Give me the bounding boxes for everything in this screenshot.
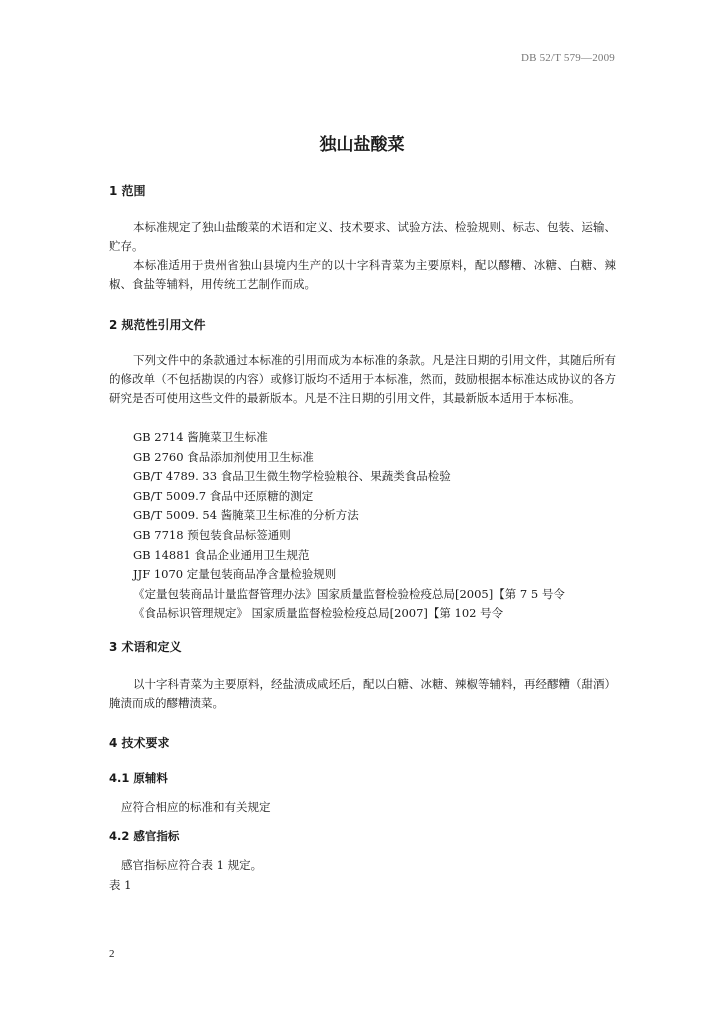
section-1-paragraph-1: 本标准规定了独山盐酸菜的术语和定义、技术要求、试验方法、检验规则、标志、包装、运输、贮存。 (109, 220, 616, 253)
section-3-heading: 3 术语和定义 (109, 640, 182, 654)
section-4-2-heading: 4.2 感官指标 (109, 829, 180, 843)
section-1-paragraph-2: 本标准适用于贵州省独山县境内生产的以十字科青菜为主要原料，配以醪糟、冰糖、白糖、辣椒、食盐等辅料，用传统工艺制作而成。 (109, 258, 616, 291)
section-3-paragraph: 以十字科青菜为主要原料，经盐渍成咸坯后，配以白糖、冰糖、辣椒等辅料，再经醪糟（甜酒）腌渍而成的醪糟渍菜。 (109, 677, 616, 710)
reference-item: GB 2760 食品添加剂使用卫生标准 (133, 449, 314, 464)
document-code: DB 52/T 579—2009 (520, 52, 615, 64)
section-2-heading: 2 规范性引用文件 (109, 318, 206, 332)
reference-item: GB 7718 预包装食品标签通则 (133, 527, 291, 542)
section-4-2-text: 感官指标应符合表 1 规定。 (121, 858, 263, 872)
page-number: 2 (109, 948, 115, 960)
reference-item: GB/T 5009.7 食品中还原糖的测定 (133, 488, 314, 503)
reference-item: GB/T 4789. 33 食品卫生微生物学检验粮谷、果蔬类食品检验 (133, 469, 451, 484)
reference-item: 《食品标识管理规定》 国家质量监督检验检疫总局[2007]【第 102 号令 (133, 606, 504, 621)
reference-item: GB 2714 酱腌菜卫生标准 (133, 430, 268, 444)
section-4-1-text: 应符合相应的标准和有关规定 (121, 800, 271, 814)
table-label: 表 1 (109, 878, 132, 892)
section-4-heading: 4 技术要求 (109, 736, 170, 750)
section-4-1-heading: 4.1 原辅料 (109, 771, 168, 785)
reference-item: GB/T 5009. 54 酱腌菜卫生标准的分析方法 (133, 508, 359, 523)
reference-list (133, 428, 565, 624)
document-title: 独山盐酸菜 (319, 135, 405, 155)
section-1-heading: 1 范围 (109, 184, 146, 198)
reference-item: 《定量包装商品计量监督管理办法》国家质量监督检验检疫总局[2005]【第 7 5 号令 (133, 586, 565, 601)
section-2-paragraph: 下列文件中的条款通过本标准的引用而成为本标准的条款。凡是注日期的引用文件，其随后所有的修改单（不包括勘误的内容）或修订版均不适用于本标准，然而，鼓励根据本标准达成协议的各方研究是否可使用这些文件的最新版本。凡是不注日期的引用文件，其最新版本适用于本标准。 (109, 353, 616, 405)
reference-item: GB 14881 食品企业通用卫生规范 (133, 547, 310, 562)
reference-item: JJF 1070 定量包装商品净含量检验规则 (133, 567, 337, 582)
